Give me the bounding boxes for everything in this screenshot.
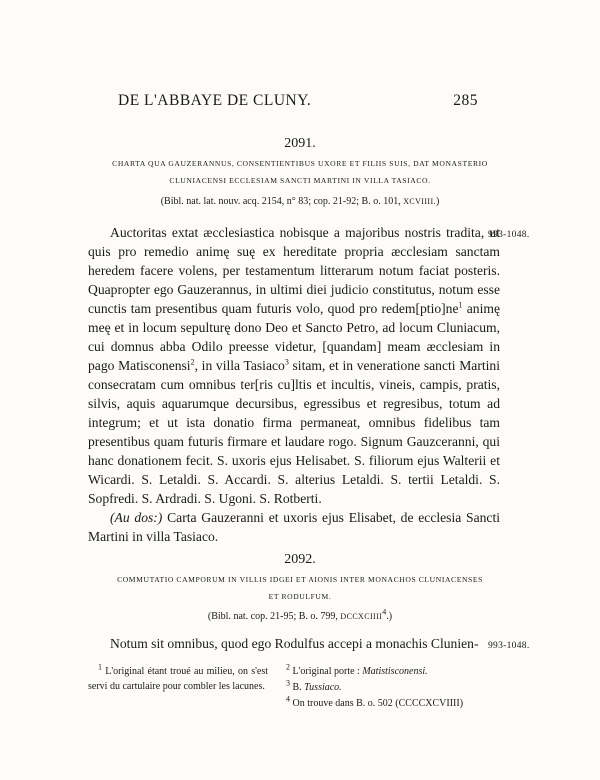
footnote-3 <box>286 680 516 696</box>
endorsement-label: (Au dos:) <box>110 510 163 525</box>
footnotes-left-column <box>88 664 268 694</box>
charter-caption-2092 <box>60 571 540 605</box>
endorsement-text: Carta Gauzeranni et uxoris ejus Elisabet, de ecclesia Sancti Martini in villa Tasiaco. <box>88 510 501 544</box>
source-text: ) <box>435 196 440 207</box>
footnote-ref-1: 1 <box>458 300 463 310</box>
charter-paragraph <box>88 223 500 508</box>
footnote-mark: 2 <box>286 662 290 672</box>
footnote-mark: 4 <box>286 694 290 704</box>
text-run: , in villa Tasiaco <box>194 358 285 373</box>
caption-line: ET RODULFUM. <box>268 592 332 601</box>
footnote-ref-3: 3 <box>284 357 289 367</box>
footnote-text: On trouve dans B. o. 502 (CCCCXCVIIII) <box>290 698 464 709</box>
footnote-text: L'original étant troué au milieu, on s'est servi du cartulaire pour combler les lacunes. <box>88 666 268 692</box>
source-numeral: DCCXCIIII <box>340 612 383 621</box>
source-numeral: XCVIIII. <box>403 197 436 206</box>
running-head <box>118 92 478 110</box>
caption-line: CHARTA QUA GAUZERANNUS, CONSENTIENTIBUS UXORE ET FILIIS SUIS, DAT MONASTERIO <box>112 159 488 168</box>
footnote-italic: Matistisconensi. <box>362 666 428 677</box>
footnote-italic: Tussiaco. <box>304 682 342 693</box>
text-run: Auctoritas extat æcclesiastica nobisque a majoribus nostris tradita, ut quis pro remedio animę suę ex hereditate propria æcclesiam sanctam heredem facere volens, per testamentum litterarum notum faciat posteris. Quapropter ego Gauzerannus, in ultimi diei judicio constitutus, notum esse cunctis tam presentibus quam futuris volo, quod pro redem[ptio]ne <box>88 225 500 316</box>
margin-date-2092: 993-1048. <box>488 641 530 651</box>
endorsement-paragraph <box>88 508 500 546</box>
source-text: (Bibl. nat. lat. nouv. acq. 2154, n° 83; cop. 21-92; B. o. 101, <box>160 196 404 207</box>
charter-number-2091: 2091. <box>284 136 316 151</box>
footnote-text: B. <box>290 682 305 693</box>
charter-text-2091 <box>88 223 500 546</box>
charter-caption-2091 <box>60 155 540 189</box>
text-run: animę meę et in locum sepulturę dono Deo et Sancto Petro, ad locum Cluniacum, cui domnus abba Odilo preesse videtur, [quandam] meam æcclesiam in pago Matisconensi <box>88 301 500 373</box>
source-reference-2091 <box>0 196 600 207</box>
footnote-4 <box>286 696 516 712</box>
footnote-ref-4: 4 <box>382 607 387 617</box>
source-text: .) <box>386 611 393 622</box>
caption-line: COMMUTATIO CAMPORUM IN VILLIS IDGEI ET AIONIS INTER MONACHOS CLUNIACENSES <box>117 575 483 584</box>
footnotes-right-column <box>286 664 516 712</box>
footnote-1 <box>88 664 268 694</box>
caption-line: CLUNIACENSI ECCLESIAM SANCTI MARTINI IN VILLA TASIACO. <box>169 176 431 185</box>
running-head-title: DE L'ABBAYE DE CLUNY. <box>118 92 312 109</box>
page-number: 285 <box>453 92 478 109</box>
charter-paragraph: Notum sit omnibus, quod ego Rodulfus accepi a monachis Clunien- <box>110 636 479 651</box>
margin-date-2091: 993-1048. <box>488 230 530 240</box>
footnote-ref-2: 2 <box>190 357 195 367</box>
footnote-2 <box>286 664 516 680</box>
source-text: (Bibl. nat. cop. 21-95; B. o. 799, <box>207 611 341 622</box>
charter-number-2092: 2092. <box>284 552 316 567</box>
text-run: sitam, et in veneratione sancti Martini consecratam cum omnibus ter[ris cu]ltis et incultis, vineis, campis, pratis, silvis, aquis aquarumque decursibus, egressibus et regresibus, totum ad integrum; et ut ista donatio firma permaneat, omnibus fidelibus tam presentibus quam futuris firmare et laudare rogo. Signum Gauzceranni, qui hanc donationem fecit. S. uxoris ejus Helisabet. S. filiorum ejus Walterii et Wicardi. S. Letaldi. S. Accardi. S. alterius Letaldi. S. tertii Letaldi. S. Sopfredi. S. Ardradi. S. Ugoni. S. Rotberti. <box>88 358 500 506</box>
footnote-mark: 1 <box>98 662 102 672</box>
footnote-mark: 3 <box>286 678 290 688</box>
footnote-text: L'original porte : <box>290 666 363 677</box>
source-reference-2092 <box>0 607 600 622</box>
charter-text-2092 <box>88 634 500 653</box>
